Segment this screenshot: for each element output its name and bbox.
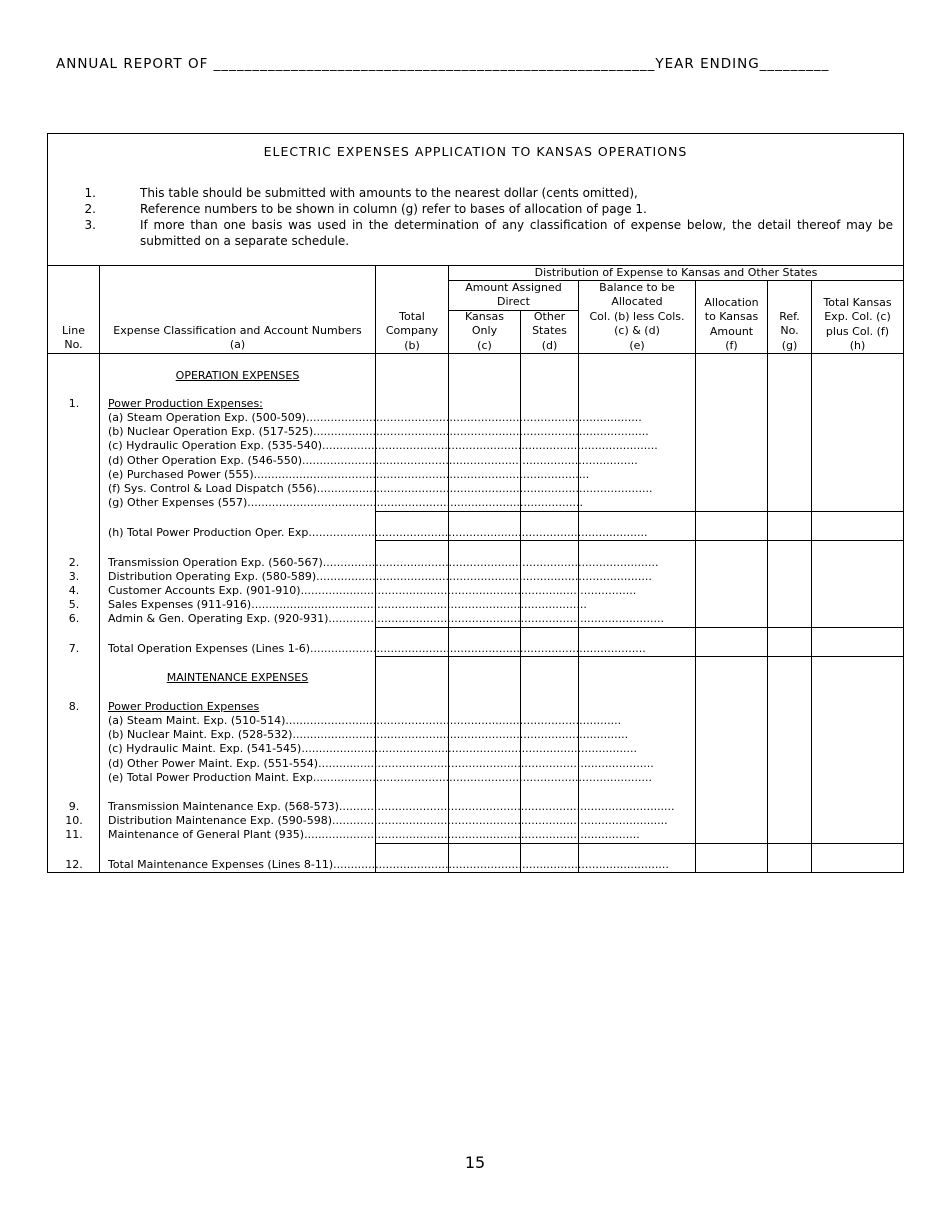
- row-rule-4: [376, 656, 903, 657]
- col-ref-no: Ref. No. (g): [779, 310, 800, 352]
- row-label: Admin & Gen. Operating Exp. (920-931)................................................................................................: [108, 612, 665, 625]
- line-number: 8.: [68, 700, 80, 713]
- line-number: 1.: [68, 397, 80, 410]
- row-label: (f) Sys. Control & Load Dispatch (556)................................................................................................: [108, 482, 653, 495]
- col-balance: Balance to be Allocated Col. (b) less Cols. (c) & (d) (e): [589, 281, 685, 352]
- page-number: 15: [464, 1153, 486, 1172]
- report-header: ANNUAL REPORT OF _________________________________________________________YEAR ENDING_________: [56, 56, 830, 72]
- col-kansas-only: Kansas Only (c): [465, 310, 504, 352]
- line-number: 4.: [68, 584, 80, 597]
- row-label: (d) Other Power Maint. Exp. (551-554)................................................................................................: [108, 757, 654, 770]
- line-number: 6.: [68, 612, 80, 625]
- col-expense-class: Expense Classification and Account Numbers (a): [113, 324, 362, 352]
- row-label: (h) Total Power Production Oper. Exp.................................................................................................: [108, 526, 648, 539]
- row-label: (a) Steam Operation Exp. (500-509)................................................................................................: [108, 411, 642, 424]
- row-label: (d) Other Operation Exp. (546-550)................................................................................................: [108, 454, 638, 467]
- line-number: 10.: [65, 814, 83, 827]
- row-label: Total Maintenance Expenses (Lines 8-11)................................................................................................: [108, 858, 669, 871]
- row-label: Maintenance of General Plant (935)................................................................................................: [108, 828, 640, 841]
- line-number: 7.: [68, 642, 80, 655]
- row-label: Power Production Expenses:: [108, 397, 263, 410]
- maintenance-section-heading: MAINTENANCE EXPENSES: [166, 671, 309, 684]
- row-label: Sales Expenses (911-916)................................................................................................: [108, 598, 587, 611]
- row-label: Total Operation Expenses (Lines 1-6)................................................................................................: [108, 642, 646, 655]
- row-rule-5: [376, 843, 903, 844]
- table-title: ELECTRIC EXPENSES APPLICATION TO KANSAS OPERATIONS: [263, 144, 688, 159]
- row-label: Transmission Maintenance Exp. (568-573)................................................................................................: [108, 800, 675, 813]
- col-total-kansas: Total Kansas Exp. Col. (c) plus Col. (f) (h): [823, 296, 892, 353]
- col-line-no: Line No.: [62, 324, 85, 352]
- row-rule-3: [376, 627, 903, 628]
- amount-assigned-header: Amount Assigned Direct: [465, 281, 562, 309]
- row-label: (e) Total Power Production Maint. Exp.................................................................................................: [108, 771, 652, 784]
- row-label: (c) Hydraulic Operation Exp. (535-540)................................................................................................: [108, 439, 658, 452]
- row-label: (b) Nuclear Maint. Exp. (528-532)................................................................................................: [108, 728, 629, 741]
- col-rule-h: [811, 280, 812, 872]
- row-label: Transmission Operation Exp. (560-567)................................................................................................: [108, 556, 659, 569]
- row-label: (c) Hydraulic Maint. Exp. (541-545)................................................................................................: [108, 742, 637, 755]
- row-label: Customer Accounts Exp. (901-910)................................................................................................: [108, 584, 637, 597]
- row-rule-2: [376, 540, 903, 541]
- line-number: 11.: [65, 828, 83, 841]
- line-number: 2.: [68, 556, 80, 569]
- col-allocation: Allocation to Kansas Amount (f): [704, 296, 759, 353]
- col-rule-f: [695, 280, 696, 872]
- operation-section-heading: OPERATION EXPENSES: [175, 369, 300, 382]
- row-label: (g) Other Expenses (557)................................................................................................: [108, 496, 583, 509]
- line-number: 5.: [68, 598, 80, 611]
- line-number: 3.: [68, 570, 80, 583]
- row-label: Distribution Maintenance Exp. (590-598)................................................................................................: [108, 814, 668, 827]
- col-total-company: Total Company (b): [385, 310, 439, 352]
- row-rule-1: [376, 511, 903, 512]
- expense-table: ELECTRIC EXPENSES APPLICATION TO KANSAS OPERATIONS 1. This table should be submitted with amounts to the nearest dollar (cents omitted), 2. Reference numbers to be shown in column (g) refer to bases of allocation of page 1. 3. If more than one basis was used in the determination of any classification of expense below, the detail thereof may be submitted on a separate schedule. Distribution of Expense to Kansas and Other States Amount Assigned Direct Line No. Expense Classification and Account Numbers (a) Total Company (b) Kansas Only (c) Other States (d) Balance to be Allocated Col. (b) less Cols. (c) & (d) (e) Allocation to Kansas Amount (f) Ref. No. (g) Total Kansas Exp. Col. (c) plus Col. (f) (h) OPERATION EXPENSES MAINTENANCE EXPENSES 1. Power Production Expenses: (a) Steam Operation Exp. (500-509)................................................................................................ (b) Nuclear Operation Exp. (517-525)................................................................................................ (c) Hydraulic Operation Exp. (535-540)................................................................................................ (d) Other Operation Exp. (546-550)................................................................................................ (e) Purchased Power (555)................................................................................................ (f) Sys. Control & Load Dispatch (556)................................................................................................ (g) Other Expenses (557)................................................................................................ (h) Total Power Production Oper. Exp................................................................................................. 2. Transmission Operation Exp. (560-567)................................................................................................ 3. Distribution Operating Exp. (580-589)................................................................................................ 4. Customer Accounts Exp. (901-910)................................................................................................ 5. Sales Expenses (911-916)................................................................................................ 6. Admin & Gen. Operating Exp. (920-931)................................................................................................ 7. Total Operation Expenses (Lines 1-6)................................................................................................ 8. Power Production Expenses (a) Steam Maint. Exp. (510-514)................................................................................................ (b) Nuclear Maint. Exp. (528-532)................................................................................................ (c) Hydraulic Maint. Exp. (541-545)................................................................................................ (d) Other Power Maint. Exp. (551-554)................................................................................................ (e) Total Power Production Maint. Exp................................................................................................. 9. Transmission Maintenance Exp. (568-573)................................................................................................ 10. Distribution Maintenance Exp. (590-598)................................................................................................ 11. Maintenance of General Plant (935)................................................................................................ 12. Total Maintenance Expenses (Lines 8-11)................................................................................................: [47, 133, 904, 873]
- row-label: (e) Purchased Power (555)................................................................................................: [108, 468, 590, 481]
- line-number: 9.: [68, 800, 80, 813]
- col-rule-g: [767, 280, 768, 872]
- row-label: Distribution Operating Exp. (580-589)................................................................................................: [108, 570, 652, 583]
- row-label: (a) Steam Maint. Exp. (510-514)................................................................................................: [108, 714, 622, 727]
- dist-header: Distribution of Expense to Kansas and Other States: [534, 266, 818, 279]
- row-label: Power Production Expenses: [108, 700, 260, 713]
- col-other-states: Other States (d): [532, 310, 567, 352]
- row-label: (b) Nuclear Operation Exp. (517-525)................................................................................................: [108, 425, 649, 438]
- line-number: 12.: [65, 858, 83, 871]
